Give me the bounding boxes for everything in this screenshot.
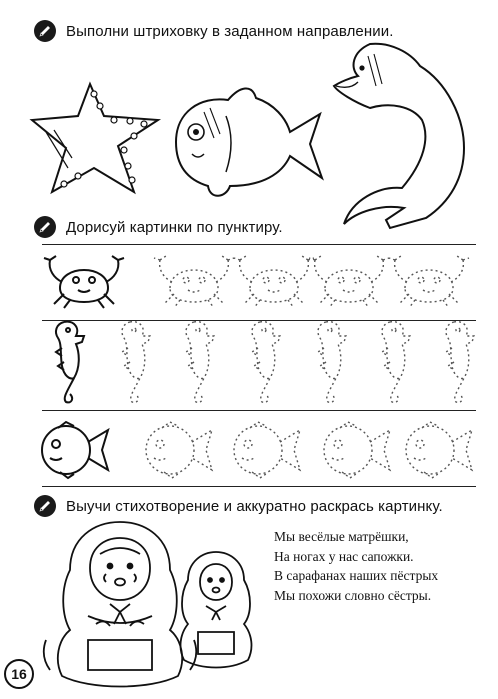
crab-dotted bbox=[154, 256, 234, 308]
crab-dotted bbox=[309, 256, 389, 308]
matryoshka-drawing bbox=[30, 520, 270, 692]
task-1-heading bbox=[34, 20, 393, 42]
large-matryoshka bbox=[44, 522, 197, 687]
task-3-heading bbox=[34, 495, 443, 517]
ruling-line bbox=[42, 410, 476, 411]
small-matryoshka bbox=[181, 552, 252, 668]
poem-line: Мы похожи словно сёстры. bbox=[274, 587, 432, 603]
seahorse-dotted bbox=[318, 322, 346, 403]
seahorse-dotted bbox=[382, 322, 410, 403]
poem-line: В сарафанах наших пёстрых bbox=[274, 568, 439, 583]
seahorse-dotted bbox=[252, 322, 280, 403]
page-number: 16 bbox=[4, 659, 34, 689]
task-3-text: Выучи стихотворение и аккуратно раскрась картинку. bbox=[66, 497, 443, 515]
task-2-text: Дорисуй картинки по пунктиру. bbox=[66, 218, 283, 236]
pencil-icon bbox=[34, 216, 56, 238]
poem-line: Мы весёлые матрёшки, bbox=[274, 529, 409, 544]
ruling-line bbox=[42, 244, 476, 245]
seahorse-dotted bbox=[446, 322, 474, 403]
task-2-heading bbox=[34, 216, 283, 238]
seahorse-sample bbox=[56, 322, 84, 403]
fish-drawing bbox=[170, 82, 330, 202]
round-fish-row bbox=[40, 420, 480, 480]
crab-sample bbox=[44, 256, 124, 308]
dolphin-drawing bbox=[330, 42, 480, 232]
seahorse-dotted bbox=[122, 322, 150, 403]
round-fish-dotted bbox=[324, 422, 390, 478]
round-fish-sample bbox=[42, 422, 108, 478]
seahorse-row bbox=[46, 318, 476, 404]
round-fish-dotted bbox=[406, 422, 472, 478]
crab-dotted bbox=[234, 256, 314, 308]
round-fish-dotted bbox=[146, 422, 212, 478]
seahorse-dotted bbox=[186, 322, 214, 403]
task-1-text: Выполни штриховку в заданном направлении. bbox=[66, 22, 394, 40]
poem bbox=[274, 527, 438, 605]
round-fish-dotted bbox=[234, 422, 300, 478]
crab-row bbox=[40, 254, 480, 310]
ruling-line bbox=[42, 486, 476, 487]
starfish-drawing bbox=[30, 80, 170, 200]
poem-line: На ногах у нас сапожки. bbox=[274, 548, 414, 564]
pencil-icon bbox=[34, 495, 56, 517]
pencil-icon bbox=[34, 20, 56, 42]
crab-dotted bbox=[389, 256, 469, 308]
